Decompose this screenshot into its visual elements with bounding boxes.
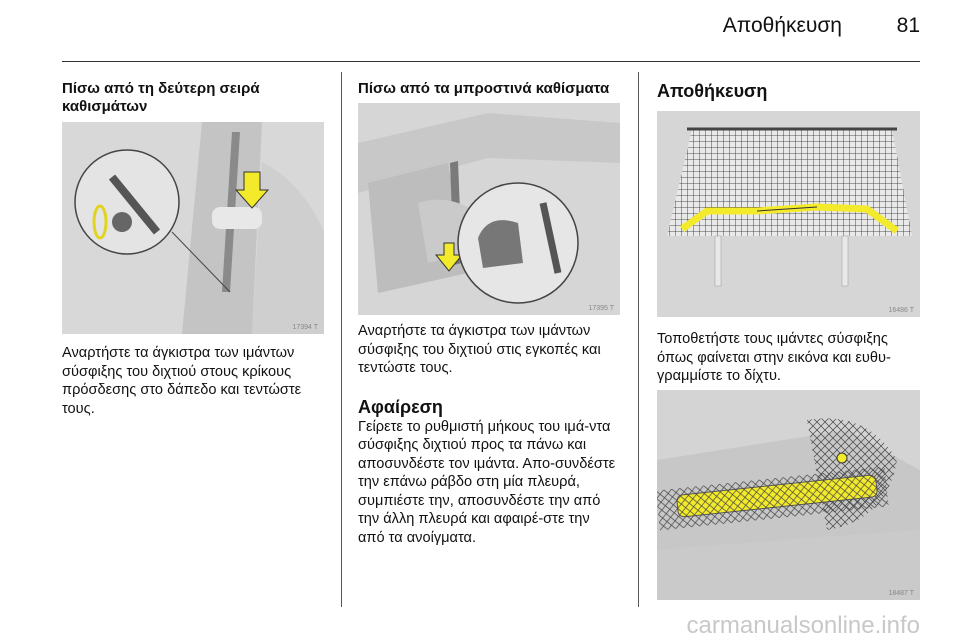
section-heading: Αποθήκευση <box>657 81 768 101</box>
watermark-text: carmanualsonline.info <box>686 612 920 639</box>
column-3-body <box>657 330 920 386</box>
figure-net-stowed <box>657 390 920 600</box>
figure-number: 17394 T <box>292 324 318 331</box>
column-1 <box>62 80 324 116</box>
column-2-body <box>358 322 620 547</box>
column-divider <box>638 72 639 607</box>
section-heading: Πίσω από τη δεύτερη σειρά καθισμάτων <box>62 80 260 115</box>
column-3 <box>657 80 920 102</box>
column-1-body <box>62 344 324 418</box>
column-2 <box>358 80 620 98</box>
removal-heading: Αφαίρεση <box>358 396 443 417</box>
figure-number: 17395 T <box>588 305 614 312</box>
figure-front-seat <box>358 103 620 315</box>
removal-text: Γείρετε το ρυθμιστή μήκους του ιμά-ντα σύσφιξης διχτιού προς τα πάνω και αποσυνδέστε τον ιμάντα. Απο-συνδέστε την επάνω ράβδο στη μία πλευρά, συμπιέστε την, αποσυνδέστε την από την άλλη πλευρά και αφαιρέ-στε την από τα ανοίγματα. <box>358 418 616 546</box>
header-rule <box>62 61 920 62</box>
instruction-text: Αναρτήστε τα άγκιστρα των ιμάντων σύσφιξης του διχτιού στις εγκοπές και τεντώστε τους. <box>358 323 601 376</box>
seat-hook-illustration <box>62 122 324 334</box>
net-stowed-illustration <box>657 390 920 600</box>
figure-number: 16486 T <box>888 307 914 314</box>
figure-number: 18487 T <box>888 590 914 597</box>
figure-seat-hook <box>62 122 324 334</box>
front-seat-illustration <box>358 103 620 315</box>
page-header-title: Αποθήκευση <box>722 14 842 37</box>
section-heading: Πίσω από τα μπροστινά καθίσματα <box>358 80 610 97</box>
figure-net-strap <box>657 111 920 317</box>
page-number: 81 <box>896 14 920 37</box>
instruction-text: Τοποθετήστε τους ιμάντες σύσφιξης όπως φαίνεται στην εικόνα και ευθυ-γραμμίστε το δίχτυ. <box>657 331 891 384</box>
column-divider <box>341 72 342 607</box>
net-strap-illustration <box>657 111 920 317</box>
instruction-text: Αναρτήστε τα άγκιστρα των ιμάντων σύσφιξης του διχτιού στους κρίκους πρόσδεσης στο δάπεδο και τεντώστε τους. <box>62 345 302 417</box>
